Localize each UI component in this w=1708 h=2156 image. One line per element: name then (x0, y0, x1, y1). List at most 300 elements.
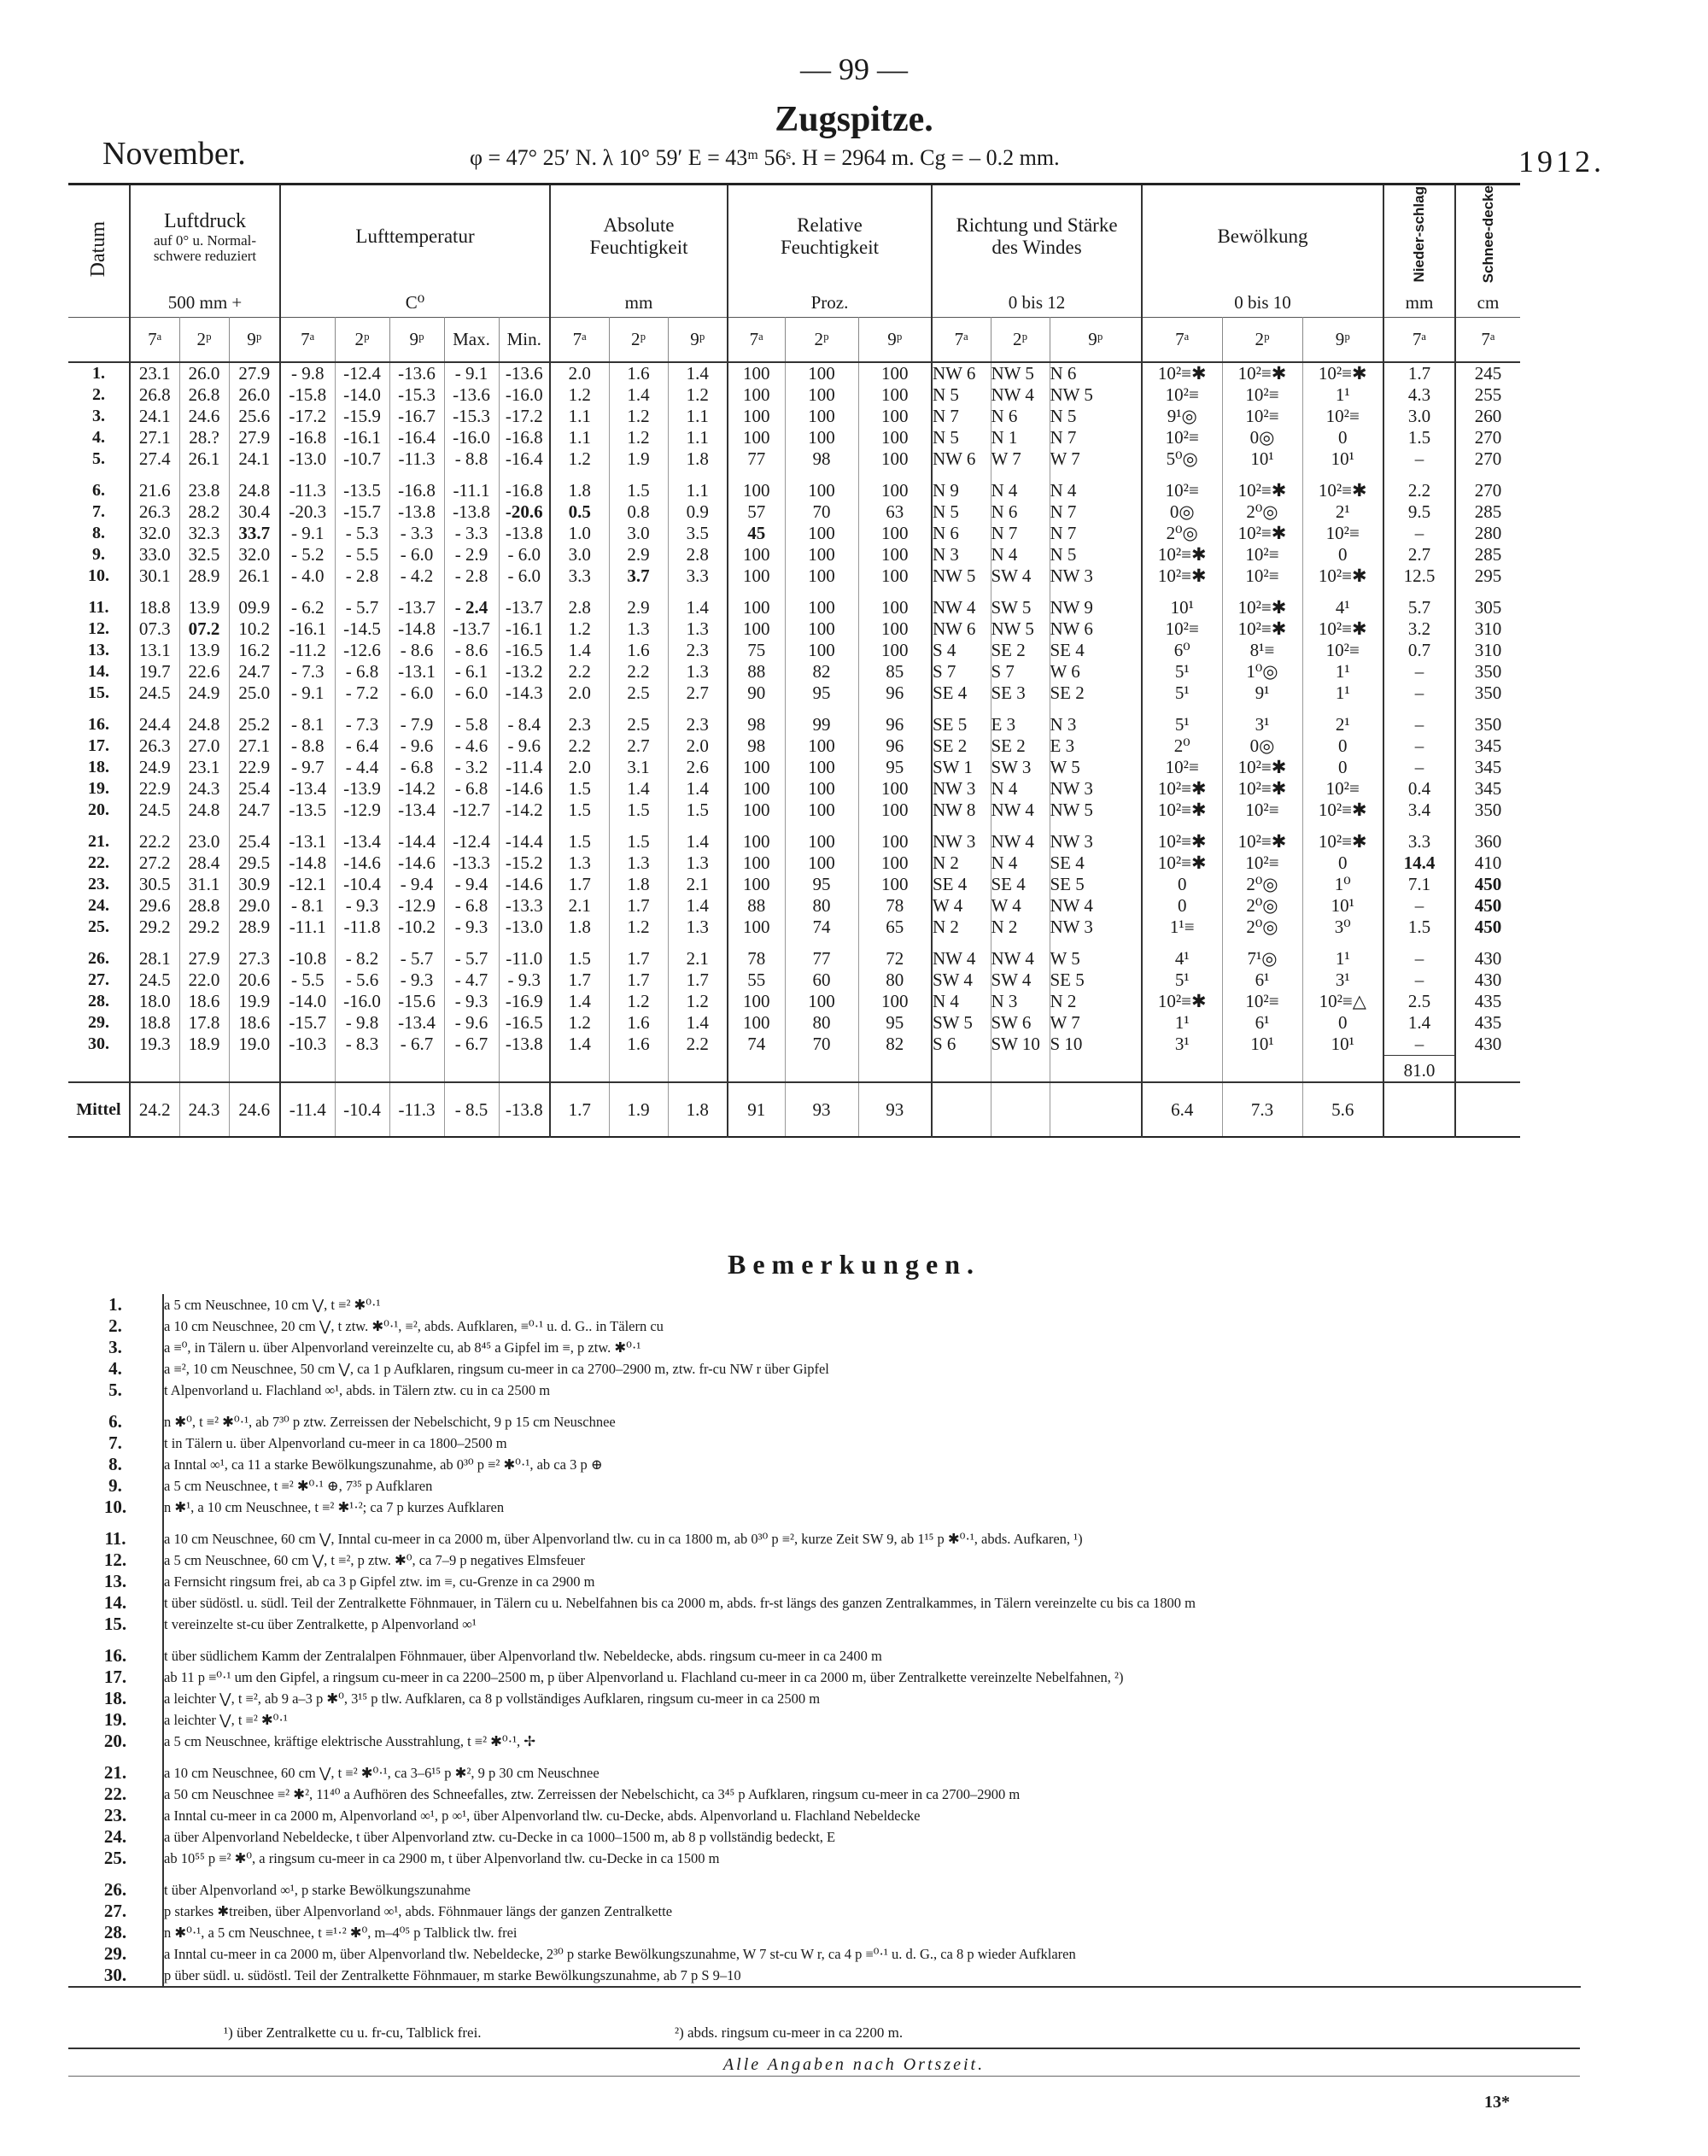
b-cell: 0 (1302, 544, 1383, 565)
r-cell: 100 (858, 523, 932, 544)
t-cell: -11.0 (499, 948, 550, 970)
table-row (68, 895, 1520, 917)
schneedecke-cell: 270 (1474, 448, 1502, 469)
a-cell: 1.7 (668, 970, 728, 991)
t-cell: -16.8 (389, 480, 444, 501)
p-cell: 18.6 (179, 991, 229, 1012)
remark-day: 17. (68, 1667, 163, 1688)
remark-row (68, 1848, 1581, 1869)
w-cell: NW 4 (991, 948, 1050, 970)
p-cell: 22.2 (130, 831, 179, 852)
a-cell: 1.2 (609, 917, 668, 938)
remark-text: a 5 cm Neuschnee, 60 cm ⋁, t ≡², p ztw. ✱⁰, ca 7–9 p negatives Elmsfeuer (164, 1551, 585, 1568)
t-cell: - 6.4 (335, 735, 389, 757)
t-2p-header: 2ᵖ (335, 318, 389, 362)
a-cell: 1.4 (668, 778, 728, 800)
day-label: 30. (68, 1034, 130, 1056)
r-cell: 100 (728, 757, 785, 778)
remark-row (68, 1879, 1581, 1901)
t-cell: -14.8 (280, 852, 335, 874)
b-cell: 10¹ (1142, 597, 1222, 618)
p-cell: 32.0 (229, 544, 280, 565)
remark-text: p starkes ✱treiben, über Alpenvorland ∞¹, abds. Föhnmauer längs der ganzen Zentralkette (164, 1902, 673, 1919)
remark-text: a Inntal ∞¹, ca 11 a starke Bewölkungszunahme, ab 0³⁰ p ≡² ✱⁰·¹, ab ca 3 p ⊕ (164, 1456, 603, 1473)
niederschlag-cell: 2.2 (1383, 480, 1455, 501)
b-cell: 10²≡ (1302, 523, 1383, 544)
remark-row (68, 1709, 1581, 1731)
a-cell: 2.2 (609, 661, 668, 683)
t-cell: - 7.2 (335, 683, 389, 704)
r-cell: 63 (858, 501, 932, 523)
a-9p-header: 9ᵖ (668, 318, 728, 362)
t-cell: - 8.8 (444, 448, 499, 470)
r-cell: 99 (785, 714, 858, 735)
mittel-p-2p: 24.3 (179, 1082, 229, 1137)
p-cell: 24.5 (130, 800, 179, 821)
remark-text: t in Tälern u. über Alpenvorland cu-meer in ca 1800–2500 m (164, 1434, 507, 1451)
b-cell: 10²≡ (1142, 427, 1222, 448)
t-cell: -13.6 (444, 384, 499, 406)
b-cell: 2⁰ (1142, 735, 1222, 757)
day-label: 19. (68, 778, 130, 800)
r-cell: 100 (785, 362, 858, 384)
a-cell: 1.7 (609, 895, 668, 917)
t-cell: -15.7 (280, 1012, 335, 1034)
p-cell: 07.2 (179, 618, 229, 640)
a-cell: 1.3 (550, 852, 609, 874)
r-cell: 75 (728, 640, 785, 661)
table-row (68, 714, 1520, 735)
remark-row (68, 1667, 1581, 1688)
mittel-p-9p: 24.6 (229, 1082, 280, 1137)
remark-row (68, 1358, 1581, 1380)
mittel-b-7a: 6.4 (1142, 1082, 1222, 1137)
a-cell: 1.5 (550, 800, 609, 821)
b-cell: 10²≡ (1302, 406, 1383, 427)
remark-day: 23. (68, 1805, 163, 1826)
b-cell: 10¹ (1222, 448, 1302, 470)
t-cell: - 8.8 (280, 735, 335, 757)
day-label: 14. (68, 661, 130, 683)
p-cell: 28.8 (179, 895, 229, 917)
schneedecke-cell: 285 (1474, 501, 1502, 522)
w-cell: N 6 (991, 501, 1050, 523)
w-cell: NW 4 (932, 597, 991, 618)
r-cell: 98 (728, 714, 785, 735)
a-cell: 1.5 (609, 800, 668, 821)
table-row (68, 640, 1520, 661)
table-row (68, 831, 1520, 852)
t-cell: -13.5 (280, 800, 335, 821)
r-cell: 96 (858, 683, 932, 704)
b-cell: 10²≡ (1222, 852, 1302, 874)
a-cell: 1.4 (668, 597, 728, 618)
mittel-a-9p: 1.8 (668, 1082, 728, 1137)
r-cell: 100 (858, 874, 932, 895)
a-cell: 2.2 (668, 1034, 728, 1056)
t-cell: - 9.4 (389, 874, 444, 895)
r-cell: 100 (728, 800, 785, 821)
remark-row (68, 1411, 1581, 1432)
day-label: 15. (68, 683, 130, 704)
b-cell: 10²≡✱ (1302, 565, 1383, 587)
n-7a-header: 7ᵃ (1383, 318, 1455, 362)
remark-day: 25. (68, 1848, 163, 1869)
a-cell: 1.3 (668, 852, 728, 874)
remark-day: 20. (68, 1731, 163, 1752)
b-cell: 10²≡ (1222, 800, 1302, 821)
w-cell: N 7 (1050, 427, 1142, 448)
group-spacer (68, 587, 1520, 597)
p-cell: 19.3 (130, 1034, 179, 1056)
b-cell: 0◎ (1222, 427, 1302, 448)
t-cell: -15.6 (389, 991, 444, 1012)
a-cell: 1.5 (609, 480, 668, 501)
b-cell: 9¹ (1222, 683, 1302, 704)
p-cell: 17.8 (179, 1012, 229, 1034)
remark-day: 29. (68, 1943, 163, 1965)
t-cell: -13.3 (444, 852, 499, 874)
b-7a-header: 7ᵃ (1142, 318, 1222, 362)
day-label: 10. (68, 565, 130, 587)
group-spacer (68, 938, 1520, 948)
remark-day: 4. (68, 1358, 163, 1380)
b-cell: 10²≡✱ (1302, 831, 1383, 852)
t-cell: -13.1 (389, 661, 444, 683)
t-cell: -14.2 (389, 778, 444, 800)
observation-table (68, 183, 1520, 1138)
luftdruck-unit: 500 mm + (130, 288, 280, 318)
table-row (68, 544, 1520, 565)
a-cell: 1.4 (609, 384, 668, 406)
schneedecke-cell: 430 (1474, 1034, 1502, 1055)
r-cell: 95 (858, 757, 932, 778)
p-cell: 27.0 (179, 735, 229, 757)
w-cell: SE 4 (991, 874, 1050, 895)
remark-row (68, 1731, 1581, 1752)
niederschlag-cell: 14.4 (1383, 852, 1455, 874)
day-label: 11. (68, 597, 130, 618)
p-cell: 30.4 (229, 501, 280, 523)
schneedecke-cell: 350 (1474, 713, 1502, 735)
t-cell: -13.7 (444, 618, 499, 640)
a-cell: 1.1 (668, 406, 728, 427)
table-row (68, 565, 1520, 587)
remark-day: 26. (68, 1879, 163, 1901)
t-9p-header: 9ᵖ (389, 318, 444, 362)
footer-divider (68, 2048, 1580, 2049)
group-spacer (68, 821, 1520, 831)
w-cell: SE 2 (991, 640, 1050, 661)
day-label: 1. (68, 362, 130, 384)
schneedecke-cell: 450 (1474, 916, 1502, 937)
t-cell: -13.0 (280, 448, 335, 470)
t-cell: -12.7 (444, 800, 499, 821)
t-cell: -15.7 (335, 501, 389, 523)
w-cell: NW 5 (1050, 384, 1142, 406)
r-cell: 96 (858, 735, 932, 757)
table-row (68, 1012, 1520, 1034)
w-cell: SW 3 (991, 757, 1050, 778)
w-cell: SE 4 (932, 683, 991, 704)
mittel-t-min: -13.8 (499, 1082, 550, 1137)
remark-text: a 10 cm Neuschnee, 20 cm ⋁, t ztw. ✱⁰·¹, ≡², abds. Aufklaren, ≡⁰·¹ u. d. G.. in Tälern cu (164, 1317, 664, 1334)
w-cell: N 4 (991, 544, 1050, 565)
r-cell: 100 (728, 406, 785, 427)
r-cell: 70 (785, 501, 858, 523)
a-cell: 2.2 (550, 735, 609, 757)
b-cell: 10²≡ (1222, 384, 1302, 406)
table-row (68, 948, 1520, 970)
b-2p-header: 2ᵖ (1222, 318, 1302, 362)
schneedecke-cell: 345 (1474, 735, 1502, 756)
r-cell: 100 (858, 800, 932, 821)
a-cell: 1.4 (550, 640, 609, 661)
r-cell: 88 (728, 661, 785, 683)
w-cell: NW 3 (1050, 565, 1142, 587)
a-cell: 3.0 (550, 544, 609, 565)
niederschlag-cell: – (1383, 523, 1455, 544)
a-cell: 1.3 (609, 618, 668, 640)
b-cell: 10²≡ (1302, 778, 1383, 800)
t-cell: -12.4 (444, 831, 499, 852)
p-cell: 29.0 (229, 895, 280, 917)
a-cell: 1.2 (550, 448, 609, 470)
remark-row (68, 1614, 1581, 1635)
t-cell: - 9.8 (280, 362, 335, 384)
t-cell: -15.8 (280, 384, 335, 406)
niederschlag-cell: 3.0 (1383, 406, 1455, 427)
r-cell: 100 (858, 640, 932, 661)
t-cell: -14.0 (335, 384, 389, 406)
w-cell: SE 2 (932, 735, 991, 757)
t-cell: -12.1 (280, 874, 335, 895)
b-cell: 10¹ (1302, 895, 1383, 917)
t-cell: -17.2 (499, 406, 550, 427)
t-cell: - 7.9 (389, 714, 444, 735)
remark-day: 30. (68, 1965, 163, 1987)
b-cell: 10²≡✱ (1142, 831, 1222, 852)
w-cell: SW 4 (991, 565, 1050, 587)
w-cell: NW 5 (932, 565, 991, 587)
wind-header: Richtung und Stärke des Windes (932, 185, 1142, 289)
p-cell: 33.7 (229, 523, 280, 544)
w-cell: E 3 (991, 714, 1050, 735)
r-cell: 95 (785, 874, 858, 895)
niederschlag-cell: 1.5 (1383, 427, 1455, 448)
p-cell: 19.7 (130, 661, 179, 683)
t-cell: -15.3 (444, 406, 499, 427)
t-cell: - 6.8 (444, 895, 499, 917)
a-cell: 3.1 (609, 757, 668, 778)
schneedecke-cell: 350 (1474, 660, 1502, 682)
p-cell: 26.1 (229, 565, 280, 587)
w-cell: N 5 (932, 501, 991, 523)
p-cell: 26.0 (229, 384, 280, 406)
day-label: 6. (68, 480, 130, 501)
temperature-unit: C⁰ (280, 288, 550, 318)
p-cell: 24.6 (179, 406, 229, 427)
t-cell: -10.3 (280, 1034, 335, 1056)
t-cell: - 4.6 (444, 735, 499, 757)
remark-row (68, 1645, 1581, 1667)
mittel-r-7a: 91 (728, 1082, 785, 1137)
t-cell: -16.8 (499, 427, 550, 448)
w-cell: SW 10 (991, 1034, 1050, 1056)
t-cell: - 6.0 (389, 544, 444, 565)
t-cell: -14.8 (389, 618, 444, 640)
day-label: 20. (68, 800, 130, 821)
t-cell: -13.9 (335, 778, 389, 800)
schneedecke-cell: 450 (1474, 873, 1502, 894)
bewoelkung-header: Bewölkung (1142, 185, 1383, 289)
day-label: 23. (68, 874, 130, 895)
a-cell: 2.1 (668, 948, 728, 970)
niederschlag-cell: – (1383, 970, 1455, 991)
p-cell: 19.9 (229, 991, 280, 1012)
remark-day: 2. (68, 1315, 163, 1337)
schneedecke-cell: 345 (1474, 777, 1502, 799)
p-cell: 23.0 (179, 831, 229, 852)
a-cell: 3.0 (609, 523, 668, 544)
remark-day: 7. (68, 1432, 163, 1454)
r-cell: 100 (728, 565, 785, 587)
r-cell: 57 (728, 501, 785, 523)
p-cell: 26.3 (130, 735, 179, 757)
t-cell: - 5.3 (335, 523, 389, 544)
schneedecke-cell: 310 (1474, 618, 1502, 639)
mittel-label: Mittel (68, 1082, 130, 1137)
w-9p-header: 9ᵖ (1050, 318, 1142, 362)
bemerkungen-table (68, 1294, 1581, 1988)
a-cell: 1.2 (609, 991, 668, 1012)
t-cell: -14.6 (499, 778, 550, 800)
w-cell: NW 3 (932, 831, 991, 852)
b-cell: 5¹ (1142, 661, 1222, 683)
schneedecke-cell: 430 (1474, 947, 1502, 969)
remark-text: n ✱⁰·¹, a 5 cm Neuschnee, t ≡¹·² ✱⁰, m–4⁰⁵ p Talblick tlw. frei (164, 1924, 518, 1941)
w-cell: NW 5 (991, 618, 1050, 640)
b-cell: 10²≡ (1302, 640, 1383, 661)
a-cell: 1.4 (550, 1034, 609, 1056)
remark-text: a 50 cm Neuschnee ≡² ✱², 11⁴⁰ a Aufhören des Schneefalles, ztw. Zerreissen der Nebelschicht, ca 3⁴⁵ p Aufklaren, ringsum cu-meer in ca 2700–2900 m (164, 1785, 1021, 1802)
w-cell: N 5 (932, 427, 991, 448)
p-cell: 23.1 (130, 362, 179, 384)
b-cell: 2⁰◎ (1222, 501, 1302, 523)
p-cell: 27.1 (229, 735, 280, 757)
remark-text: a leichter ⋁, t ≡² ✱⁰·¹ (164, 1711, 288, 1728)
w-cell: N 4 (991, 778, 1050, 800)
p-cell: 25.0 (229, 683, 280, 704)
datum-subheader (68, 318, 130, 362)
r-cell: 78 (858, 895, 932, 917)
w-cell: SE 2 (991, 735, 1050, 757)
t-cell: -10.7 (335, 448, 389, 470)
b-cell: 5¹ (1142, 970, 1222, 991)
remark-day: 9. (68, 1475, 163, 1497)
p-cell: 13.9 (179, 597, 229, 618)
schneedecke-cell: 435 (1474, 1011, 1502, 1033)
b-cell: 3¹ (1142, 1034, 1222, 1056)
t-cell: - 9.4 (444, 874, 499, 895)
w-cell: W 5 (1050, 948, 1142, 970)
r-2p-header: 2ᵖ (785, 318, 858, 362)
table-row (68, 683, 1520, 704)
t-cell: - 5.2 (280, 544, 335, 565)
a-cell: 1.2 (668, 991, 728, 1012)
b-cell: 3¹ (1302, 970, 1383, 991)
schneedecke-cell: 450 (1474, 894, 1502, 916)
day-label: 12. (68, 618, 130, 640)
p-cell: 28.2 (179, 501, 229, 523)
a-cell: 1.2 (609, 406, 668, 427)
t-cell: - 7.3 (280, 661, 335, 683)
b-cell: 10²≡ (1222, 544, 1302, 565)
remark-day: 14. (68, 1592, 163, 1614)
t-cell: - 4.2 (389, 565, 444, 587)
b-cell: 0 (1302, 735, 1383, 757)
b-cell: 7¹◎ (1222, 948, 1302, 970)
t-cell: -13.5 (335, 480, 389, 501)
schneedecke-cell: 430 (1474, 969, 1502, 990)
p-cell: 09.9 (229, 597, 280, 618)
t-cell: - 6.8 (389, 757, 444, 778)
w-7a-header: 7ᵃ (932, 318, 991, 362)
t-cell: -14.6 (499, 874, 550, 895)
a-cell: 2.8 (550, 597, 609, 618)
b-cell: 10²≡✱ (1222, 362, 1302, 384)
s-7a-header: 7ᵃ (1455, 318, 1520, 362)
r-cell: 77 (785, 948, 858, 970)
p-cell: 27.9 (229, 427, 280, 448)
niederschlag-cell: 2.5 (1383, 991, 1455, 1012)
r-cell: 100 (858, 565, 932, 587)
a-cell: 2.9 (609, 544, 668, 565)
a-cell: 1.6 (609, 1012, 668, 1034)
t-cell: - 9.6 (444, 1012, 499, 1034)
remark-text: n ✱⁰, t ≡² ✱⁰·¹, ab 7³⁰ p ztw. Zerreissen der Nebelschicht, 9 p 15 cm Neuschnee (164, 1413, 616, 1430)
group-spacer (68, 1401, 1581, 1411)
b-cell: 1¹≡ (1142, 917, 1222, 938)
p-cell: 24.7 (229, 661, 280, 683)
b-cell: 10²≡✱ (1142, 362, 1222, 384)
p-cell: 26.8 (179, 384, 229, 406)
table-row (68, 970, 1520, 991)
group-spacer (68, 470, 1520, 480)
a-cell: 1.2 (668, 384, 728, 406)
b-cell: 0 (1302, 757, 1383, 778)
t-cell: - 6.0 (389, 683, 444, 704)
a-cell: 1.2 (609, 427, 668, 448)
p-cell: 33.0 (130, 544, 179, 565)
t-cell: -13.3 (499, 895, 550, 917)
w-cell: SE 3 (991, 683, 1050, 704)
p-cell: 22.9 (229, 757, 280, 778)
t-cell: -12.9 (389, 895, 444, 917)
r-cell: 100 (785, 757, 858, 778)
a-cell: 1.4 (668, 831, 728, 852)
t-cell: - 9.1 (280, 523, 335, 544)
day-label: 24. (68, 895, 130, 917)
p-cell: 18.8 (130, 1012, 179, 1034)
t-cell: -10.8 (280, 948, 335, 970)
t-cell: -15.2 (499, 852, 550, 874)
remark-row (68, 1943, 1581, 1965)
r-cell: 82 (785, 661, 858, 683)
table-row (68, 778, 1520, 800)
remark-text: t vereinzelte st-cu über Zentralkette, p Alpenvorland ∞¹ (164, 1615, 477, 1632)
b-cell: 0 (1302, 427, 1383, 448)
